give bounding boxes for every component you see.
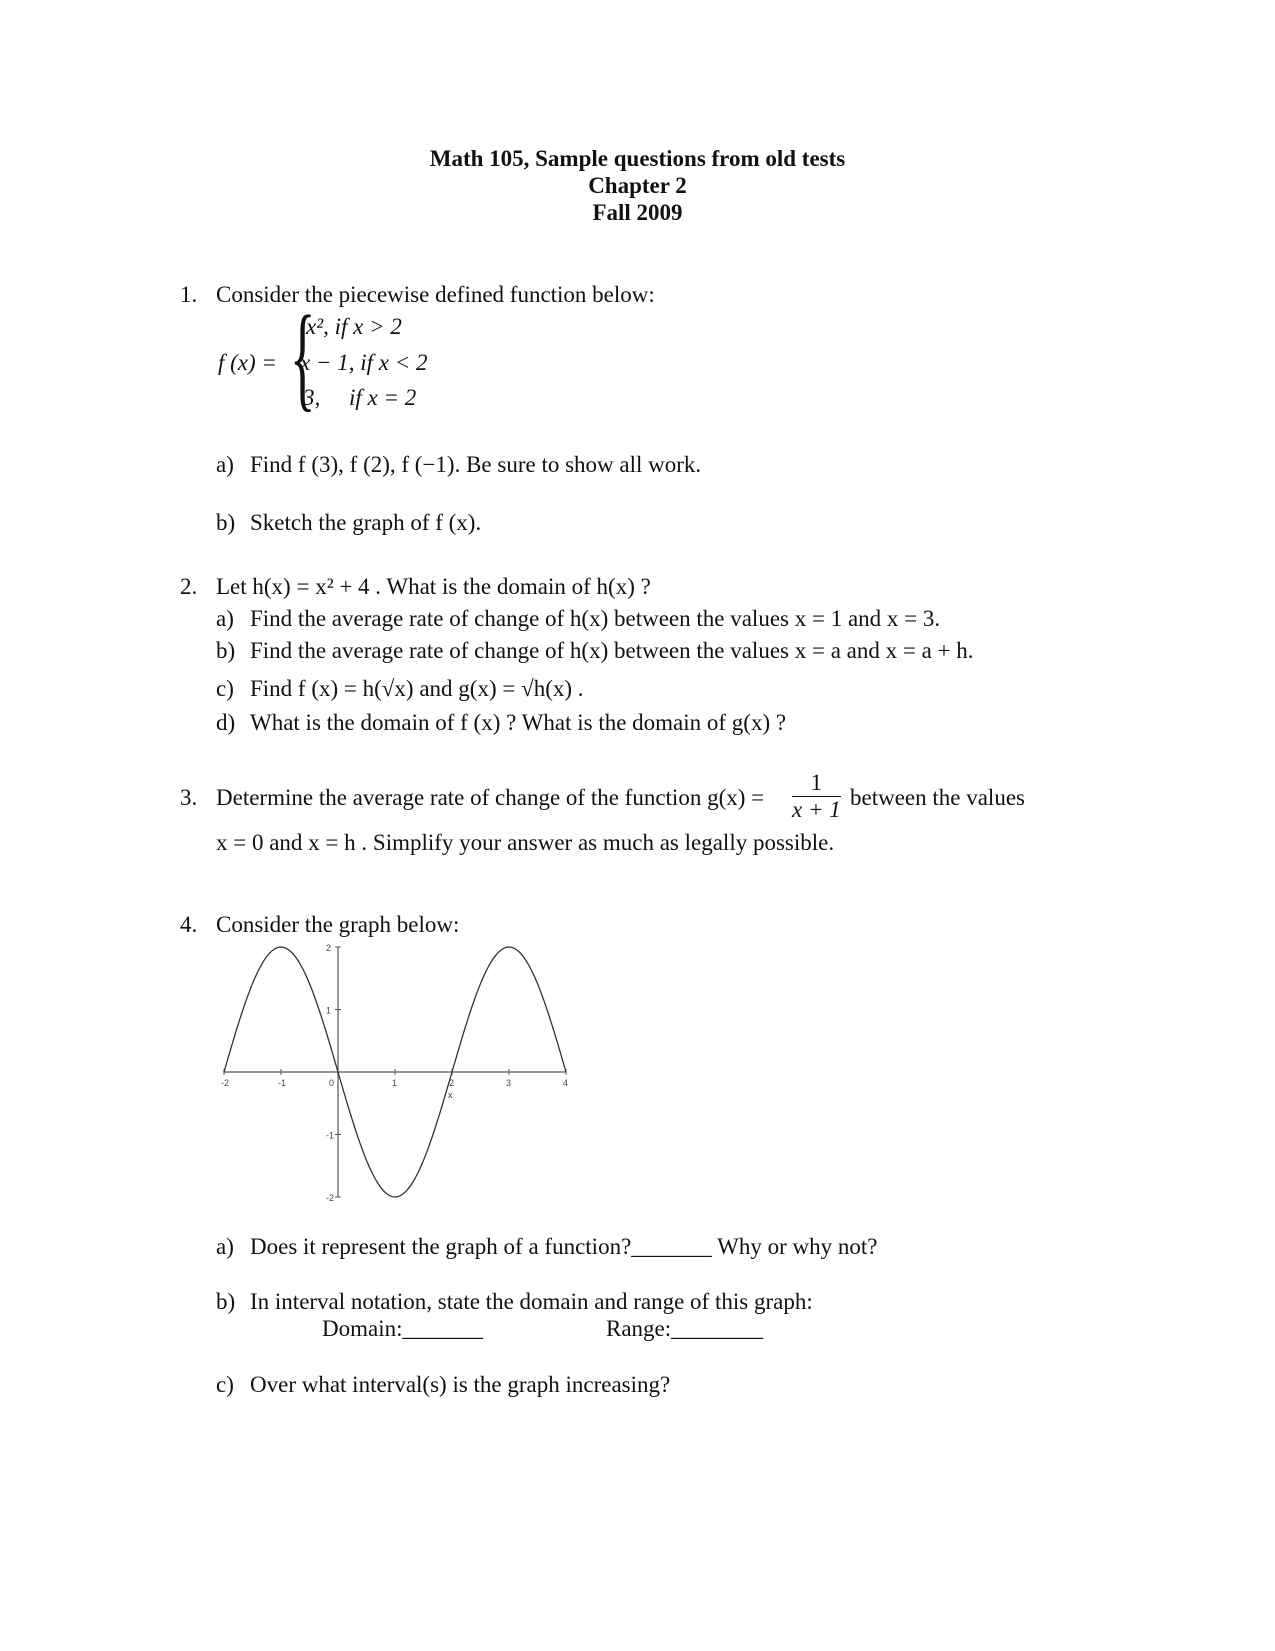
q1-case-2: x − 1, if x < 2	[300, 350, 428, 375]
q2b-text: Find the average rate of change of h(x) between the values x = a and x = a + h.	[250, 638, 974, 663]
q1a-label: a)	[216, 452, 234, 477]
q3-line-2: x = 0 and x = h . Simplify your answer as much as legally possible.	[216, 830, 835, 855]
q1-function-label: f (x) =	[218, 350, 277, 375]
q4a-label: a)	[216, 1234, 234, 1259]
q4b-label: b)	[216, 1289, 236, 1314]
q4a-text: Does it represent the graph of a function?_______ Why or why not?	[250, 1234, 878, 1259]
q2b-label: b)	[216, 638, 236, 663]
q4-number: 4.	[180, 912, 198, 937]
q1a-text: Find f (3), f (2), f (−1). Be sure to show all work.	[250, 452, 702, 477]
q1-case-3: 3, if x = 2	[303, 385, 417, 410]
piecewise-brace-icon: {	[290, 291, 316, 422]
q1b-label: b)	[216, 510, 236, 535]
x-axis-label: x	[448, 1090, 453, 1100]
q3-fraction-denominator: x + 1	[792, 797, 841, 822]
q2a-text: Find the average rate of change of h(x) between the values x = 1 and x = 3.	[250, 606, 941, 631]
title-line-2: Chapter 2	[588, 173, 687, 198]
q2a-label: a)	[216, 606, 234, 631]
q4-prompt: Consider the graph below:	[216, 912, 460, 937]
q1-case-1: x², if x > 2	[306, 314, 402, 339]
q3-fraction-numerator: 1	[792, 770, 841, 797]
x-tick-label: 3	[506, 1078, 512, 1088]
q4b-text: In interval notation, state the domain and range of this graph:	[250, 1289, 813, 1314]
title-line-3: Fall 2009	[592, 200, 683, 225]
q2d-text: What is the domain of f (x) ? What is the domain of g(x) ?	[250, 710, 787, 735]
q4b-range-blank: Range:________	[606, 1316, 764, 1341]
q4c-text: Over what interval(s) is the graph increasing?	[250, 1372, 671, 1397]
q4-sine-graph	[200, 935, 600, 1210]
q4b-domain-blank: Domain:_______	[322, 1316, 483, 1341]
q4c-label: c)	[216, 1372, 234, 1397]
q2c-text: Find f (x) = h(√x) and g(x) = √h(x) .	[250, 676, 584, 701]
x-tick-label: 1	[392, 1078, 398, 1088]
y-tick-label: 1	[326, 1005, 332, 1016]
q1-prompt: Consider the piecewise defined function below:	[216, 282, 655, 307]
q3-prompt-start: Determine the average rate of change of the function g(x) =	[216, 785, 765, 810]
y-tick-label: -2	[326, 1193, 335, 1203]
x-tick-label: 0	[329, 1078, 335, 1088]
y-tick-label: -1	[326, 1130, 335, 1141]
y-tick-label: 2	[326, 943, 332, 953]
x-tick-label: 2	[449, 1078, 455, 1088]
x-tick-label: -2	[221, 1078, 230, 1088]
q3-prompt-end: between the values	[850, 785, 1025, 810]
q3-number: 3.	[180, 785, 198, 810]
q1b-text: Sketch the graph of f (x).	[250, 510, 482, 535]
q2c-label: c)	[216, 676, 234, 701]
x-tick-label: -1	[278, 1078, 287, 1088]
q2-number: 2.	[180, 574, 198, 599]
title-line-1: Math 105, Sample questions from old tests	[429, 146, 846, 171]
q2-prompt: Let h(x) = x² + 4 . What is the domain of h(x) ?	[216, 574, 651, 599]
x-tick-label: 4	[563, 1078, 569, 1088]
q2d-label: d)	[216, 710, 236, 735]
q1-number: 1.	[180, 282, 198, 307]
q3-fraction	[792, 770, 841, 823]
